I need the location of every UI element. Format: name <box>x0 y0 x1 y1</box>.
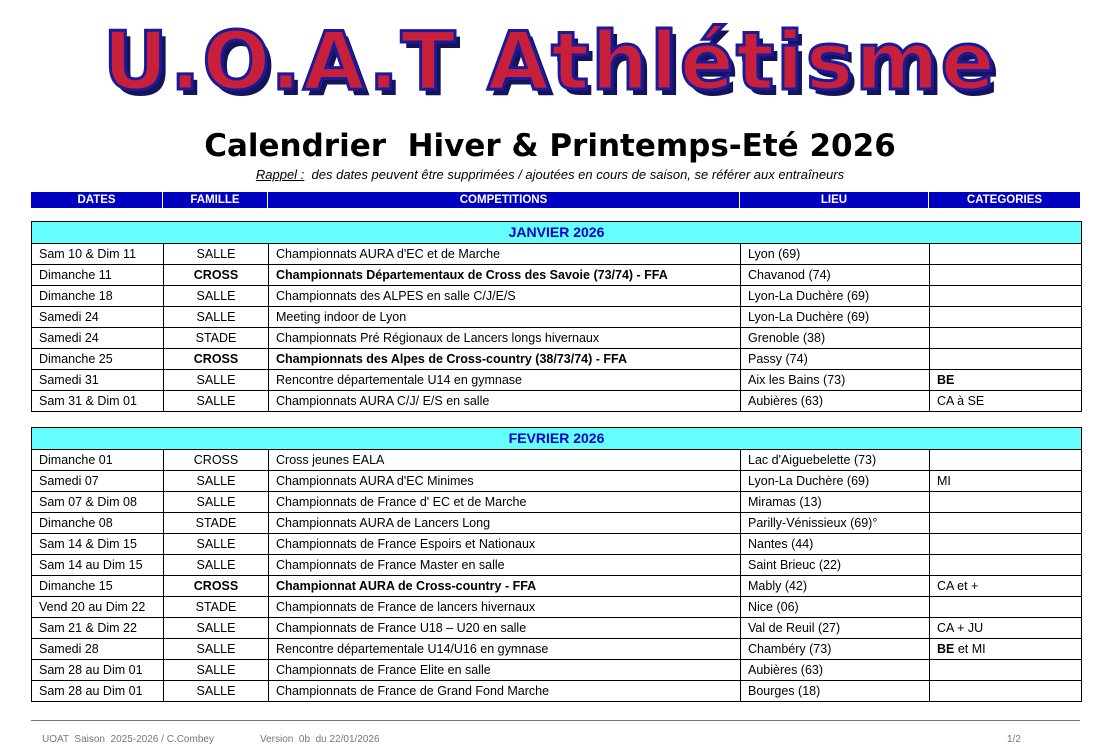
col-header-lieu: LIEU <box>740 192 929 208</box>
month-header-janvier: JANVIER 2026 <box>32 222 1082 244</box>
lieu-cell: Lyon-La Duchère (69) <box>741 471 930 492</box>
table-row <box>32 370 1082 391</box>
famille-cell: SALLE <box>164 534 269 555</box>
col-header-dates: DATES <box>31 192 163 208</box>
famille-cell: SALLE <box>164 391 269 412</box>
date-cell: Dimanche 25 <box>32 349 164 370</box>
col-header-categories: CATEGORIES <box>966 194 1043 206</box>
competition-cell: Championnats AURA d'EC Minimes <box>269 471 741 492</box>
lieu-cell: Bourges (18) <box>741 681 930 702</box>
date-cell: Dimanche 08 <box>32 513 164 534</box>
categorie-cell: BE et MI <box>930 639 1082 660</box>
competition-cell: Championnats de France de lancers hivernaux <box>269 597 741 618</box>
lieu-cell: Chavanod (74) <box>741 265 930 286</box>
lieu-cell: Passy (74) <box>741 349 930 370</box>
famille-cell: CROSS <box>164 349 269 370</box>
date-cell: Samedi 07 <box>32 471 164 492</box>
date-cell: Dimanche 01 <box>32 450 164 471</box>
date-cell: Vend 20 au Dim 22 <box>32 597 164 618</box>
categorie-cell: CA + JU <box>930 618 1082 639</box>
competition-cell: Rencontre départementale U14/U16 en gymnase <box>269 639 741 660</box>
col-header-famille: FAMILLE <box>163 192 268 208</box>
competition-cell: Championnats Départementaux de Cross des Savoie (73/74) - FFA <box>269 265 741 286</box>
famille-cell: CROSS <box>164 576 269 597</box>
date-cell: Samedi 31 <box>32 370 164 391</box>
categorie-cell: BE <box>930 370 1082 391</box>
month-header-fevrier: FEVRIER 2026 <box>32 428 1082 450</box>
competition-cell: Championnats Pré Régionaux de Lancers longs hivernaux <box>269 328 741 349</box>
categorie-cell <box>930 286 1082 307</box>
footer-page-number: 1/2 <box>1007 734 1021 745</box>
table-row <box>32 681 1082 702</box>
table-row <box>32 244 1082 265</box>
lieu-cell: Lyon-La Duchère (69) <box>741 307 930 328</box>
competition-cell: Championnats de France Espoirs et Nationaux <box>269 534 741 555</box>
categorie-cell <box>930 555 1082 576</box>
categorie-cell <box>930 513 1082 534</box>
categorie-cell <box>930 597 1082 618</box>
table-row <box>32 618 1082 639</box>
table-row <box>32 639 1082 660</box>
date-cell: Sam 28 au Dim 01 <box>32 681 164 702</box>
categorie-cell <box>930 492 1082 513</box>
categorie-cell: CA à SE <box>930 391 1082 412</box>
table-row <box>32 555 1082 576</box>
date-cell: Sam 14 au Dim 15 <box>32 555 164 576</box>
lieu-cell: Val de Reuil (27) <box>741 618 930 639</box>
famille-cell: SALLE <box>164 286 269 307</box>
lieu-cell: Lyon-La Duchère (69) <box>741 286 930 307</box>
lieu-cell: Aubières (63) <box>741 660 930 681</box>
competition-cell: Championnats de France U18 – U20 en salle <box>269 618 741 639</box>
famille-cell: SALLE <box>164 370 269 391</box>
famille-cell: SALLE <box>164 639 269 660</box>
date-cell: Sam 14 & Dim 15 <box>32 534 164 555</box>
competition-cell: Championnats AURA C/J/ E/S en salle <box>269 391 741 412</box>
table-row <box>32 450 1082 471</box>
date-cell: Dimanche 15 <box>32 576 164 597</box>
table-row <box>32 513 1082 534</box>
janvier-table <box>31 221 1082 412</box>
date-cell: Sam 07 & Dim 08 <box>32 492 164 513</box>
famille-cell: SALLE <box>164 471 269 492</box>
date-cell: Sam 28 au Dim 01 <box>32 660 164 681</box>
lieu-cell: Lac d'Aiguebelette (73) <box>741 450 930 471</box>
competition-cell: Championnats de France Master en salle <box>269 555 741 576</box>
fevrier-table <box>31 427 1082 702</box>
famille-cell: STADE <box>164 328 269 349</box>
competition-cell: Championnat AURA de Cross-country - FFA <box>269 576 741 597</box>
competition-cell: Championnats des Alpes de Cross-country (38/73/74) - FFA <box>269 349 741 370</box>
famille-cell: SALLE <box>164 681 269 702</box>
competition-cell: Championnats de France Elite en salle <box>269 660 741 681</box>
categorie-cell <box>930 660 1082 681</box>
lieu-cell: Saint Brieuc (22) <box>741 555 930 576</box>
famille-cell: STADE <box>164 597 269 618</box>
table-row <box>32 471 1082 492</box>
competition-cell: Rencontre départementale U14 en gymnase <box>269 370 741 391</box>
categorie-cell <box>930 328 1082 349</box>
competition-cell: Championnats AURA de Lancers Long <box>269 513 741 534</box>
categorie-cell <box>930 307 1082 328</box>
date-cell: Sam 31 & Dim 01 <box>32 391 164 412</box>
date-cell: Dimanche 11 <box>32 265 164 286</box>
competition-cell: Meeting indoor de Lyon <box>269 307 741 328</box>
table-row <box>32 265 1082 286</box>
competition-cell: Championnats AURA d'EC et de Marche <box>269 244 741 265</box>
famille-cell: CROSS <box>164 450 269 471</box>
lieu-cell: Parilly-Vénissieux (69)° <box>741 513 930 534</box>
footer-version: Version 0b du 22/01/2026 <box>260 734 380 745</box>
lieu-cell: Nice (06) <box>741 597 930 618</box>
table-row <box>32 328 1082 349</box>
table-row <box>32 286 1082 307</box>
famille-cell: SALLE <box>164 244 269 265</box>
date-cell: Dimanche 18 <box>32 286 164 307</box>
categorie-cell <box>930 244 1082 265</box>
club-logo-title: U.O.A.T Athlétisme <box>103 15 997 108</box>
date-cell: Samedi 28 <box>32 639 164 660</box>
lieu-cell: Aix les Bains (73) <box>741 370 930 391</box>
competition-cell: Championnats de France d' EC et de Marche <box>269 492 741 513</box>
date-cell: Samedi 24 <box>32 307 164 328</box>
famille-cell: SALLE <box>164 492 269 513</box>
col-header-competitions: COMPETITIONS <box>268 192 740 208</box>
lieu-cell: Miramas (13) <box>741 492 930 513</box>
lieu-cell: Mably (42) <box>741 576 930 597</box>
lieu-cell: Grenoble (38) <box>741 328 930 349</box>
date-cell: Sam 10 & Dim 11 <box>32 244 164 265</box>
competition-cell: Championnats des ALPES en salle C/J/E/S <box>269 286 741 307</box>
table-row <box>32 349 1082 370</box>
page-subtitle: Calendrier Hiver & Printemps-Eté 2026 <box>204 128 896 164</box>
column-header-bar <box>31 192 1080 208</box>
footer-divider <box>31 720 1080 721</box>
famille-cell: SALLE <box>164 307 269 328</box>
footer-season: UOAT Saison 2025-2026 / C.Combey <box>42 734 214 745</box>
categorie-cell <box>930 349 1082 370</box>
famille-cell: STADE <box>164 513 269 534</box>
categorie-cell <box>930 450 1082 471</box>
famille-cell: SALLE <box>164 555 269 576</box>
date-cell: Sam 21 & Dim 22 <box>32 618 164 639</box>
reminder-label: Rappel : <box>255 167 305 182</box>
table-row <box>32 492 1082 513</box>
table-row <box>32 597 1082 618</box>
categorie-cell <box>930 265 1082 286</box>
lieu-cell: Nantes (44) <box>741 534 930 555</box>
categorie-cell: CA et + <box>930 576 1082 597</box>
reminder-text: des dates peuvent être supprimées / ajoutées en cours de saison, se référer aux entraîneurs <box>304 167 845 182</box>
table-row <box>32 576 1082 597</box>
table-row <box>32 660 1082 681</box>
lieu-cell: Lyon (69) <box>741 244 930 265</box>
competition-cell: Championnats de France de Grand Fond Marche <box>269 681 741 702</box>
competition-cell: Cross jeunes EALA <box>269 450 741 471</box>
categorie-cell <box>930 534 1082 555</box>
famille-cell: SALLE <box>164 660 269 681</box>
table-row <box>32 391 1082 412</box>
lieu-cell: Aubières (63) <box>741 391 930 412</box>
reminder-note <box>0 166 1100 184</box>
table-row <box>32 307 1082 328</box>
categorie-cell: MI <box>930 471 1082 492</box>
famille-cell: CROSS <box>164 265 269 286</box>
lieu-cell: Chambéry (73) <box>741 639 930 660</box>
categorie-cell <box>930 681 1082 702</box>
date-cell: Samedi 24 <box>32 328 164 349</box>
table-row <box>32 534 1082 555</box>
famille-cell: SALLE <box>164 618 269 639</box>
